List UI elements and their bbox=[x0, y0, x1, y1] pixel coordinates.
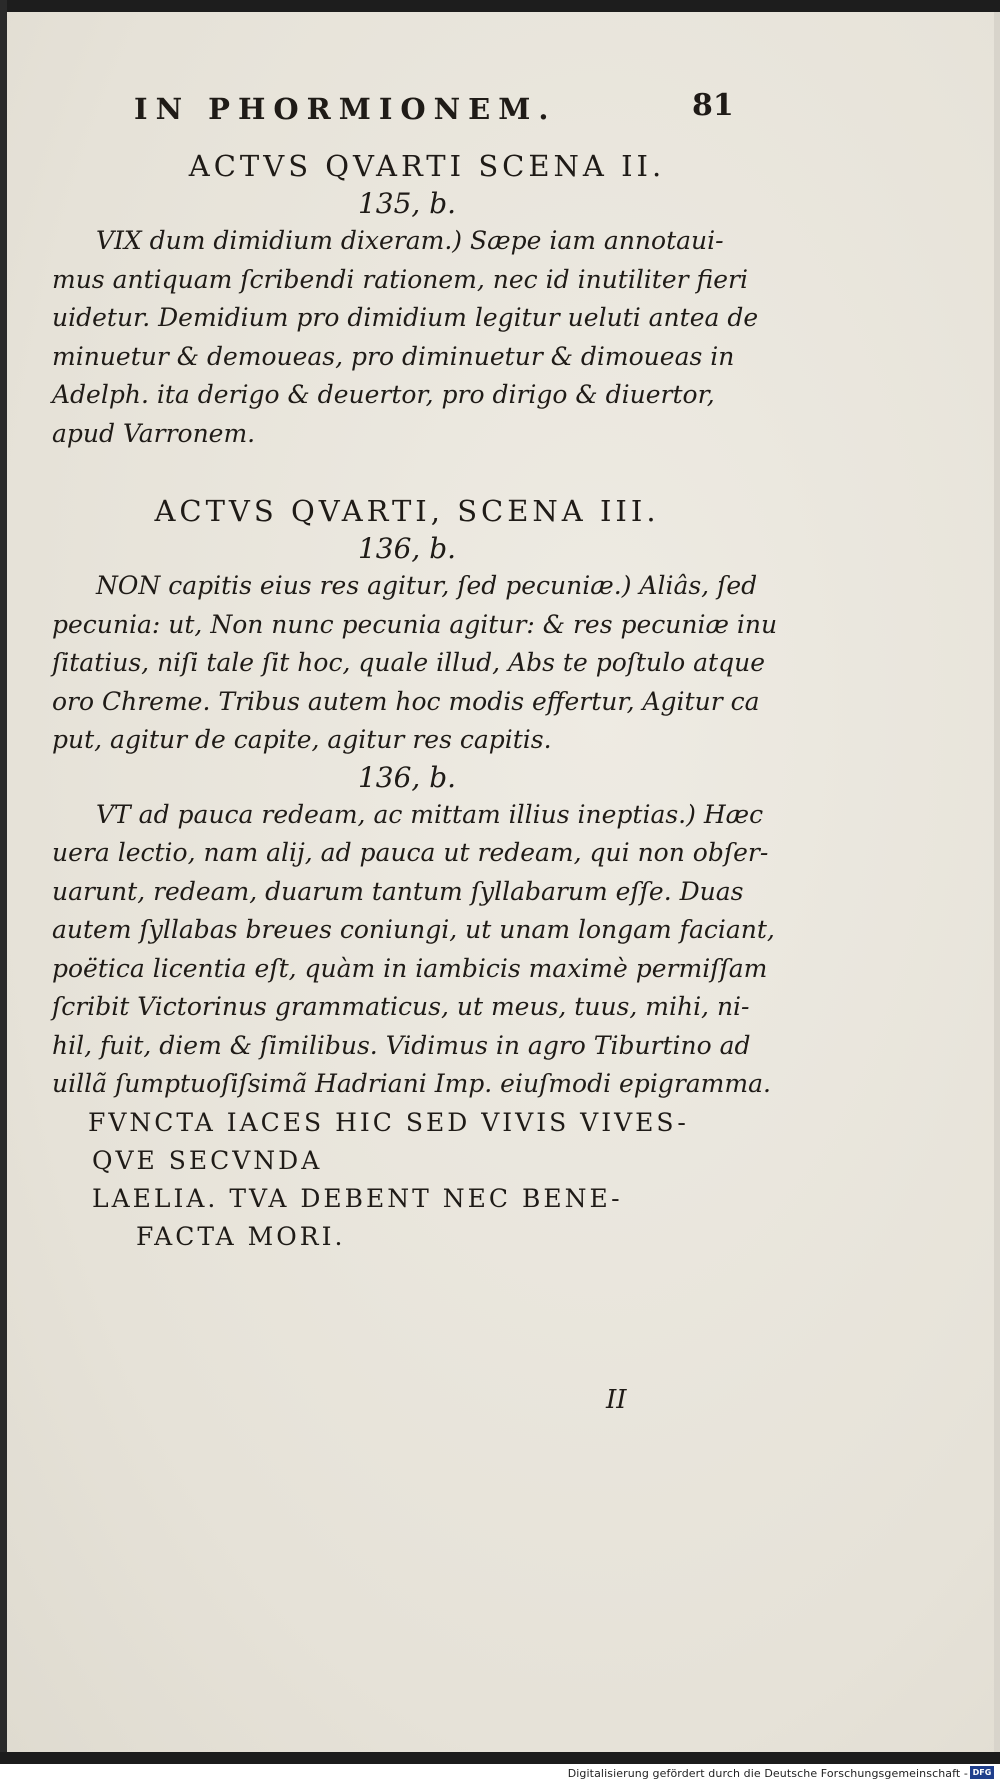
commentary-note bbox=[52, 222, 762, 453]
note-line: pecunia: ut, Non nunc pecunia agitur: & res pecuniæ inu bbox=[52, 609, 778, 639]
scene-heading-2: ACTVS QVARTI, SCENA III. bbox=[154, 494, 660, 528]
epigram-line: LAELIA. TVA DEBENT NEC BENE- bbox=[92, 1183, 623, 1213]
note-reference: 136, b. bbox=[357, 760, 457, 794]
note-line: poëtica licentia eſt, quàm in iambicis maximè permiſſam bbox=[52, 953, 768, 983]
scene-heading-1: ACTVS QVARTI SCENA II. bbox=[188, 149, 666, 183]
note-line: NON capitis eius res agitur, ſed pecuniæ.) Aliâs, ſed bbox=[96, 571, 758, 600]
note-line: Adelph. ita derigo & deuertor, pro dirigo & diuertor, bbox=[52, 380, 715, 409]
note-line: hil, fuit, diem & ſimilibus. Vidimus in agro Tiburtino ad bbox=[52, 1030, 751, 1060]
note-reference: 135, b. bbox=[357, 187, 457, 220]
note-line: autem ſyllabas breues coniungi, ut unam longam faciant, bbox=[52, 915, 775, 944]
digitization-credit: Digitalisierung gefördert durch die Deutsche Forschungsgemeinschaft - bbox=[567, 1767, 968, 1780]
scan-border-bottom bbox=[0, 1752, 1000, 1764]
note-line: ſcribit Victorinus grammaticus, ut meus, tuus, mihi, ni- bbox=[52, 992, 750, 1021]
note-reference: 136, b. bbox=[357, 532, 457, 565]
commentary-note bbox=[52, 567, 778, 760]
dfg-logo-badge: DFG bbox=[970, 1766, 994, 1779]
note-line: ſitatius, niſi tale ſit hoc, quale illud, Abs te poſtulo atque bbox=[52, 648, 765, 677]
note-line: uillã ſumptuoſiſsimã Hadriani Imp. eiuſmodi epigramma. bbox=[52, 1069, 771, 1098]
running-title: IN PHORMIONEM. bbox=[134, 92, 557, 126]
note-line: VT ad pauca redeam, ac mittam illius ineptias.) Hæc bbox=[96, 799, 764, 829]
note-line: uarunt, redeam, duarum tantum ſyllabarum eſſe. Duas bbox=[52, 876, 744, 906]
epigram-line: FVNCTA IACES HIC SED VIVIS VIVES- bbox=[88, 1107, 689, 1137]
running-head bbox=[52, 78, 762, 138]
scan-border-top bbox=[0, 0, 1000, 12]
commentary-note bbox=[52, 796, 775, 1104]
note-line: apud Varronem. bbox=[52, 418, 256, 448]
note-line: put, agitur de capite, agitur res capitis. bbox=[52, 725, 552, 754]
scan-border-left bbox=[0, 0, 7, 1783]
note-line: VIX dum dimidium dixeram.) Sæpe iam annotaui- bbox=[96, 226, 724, 255]
note-line: uera lectio, nam alij, ad pauca ut redeam, qui non obſer- bbox=[52, 838, 769, 867]
epigram-line: FACTA MORI. bbox=[136, 1221, 346, 1251]
text-column bbox=[52, 78, 778, 1256]
epigram-line: QVE SECVNDA bbox=[92, 1145, 323, 1175]
note-line: mus antiquam ſcribendi rationem, nec id inutiliter fieri bbox=[52, 264, 748, 294]
note-line: uidetur. Demidium pro dimidium legitur ueluti antea de bbox=[52, 303, 759, 332]
folio-number: 81 bbox=[692, 88, 734, 123]
note-line: oro Chreme. Tribus autem hoc modis effertur, Agitur ca bbox=[52, 686, 760, 716]
note-line: minuetur & demoueas, pro diminuetur & dimoueas in bbox=[52, 341, 735, 371]
epigram-inscription bbox=[52, 1104, 762, 1256]
catchword: II bbox=[606, 1385, 627, 1415]
